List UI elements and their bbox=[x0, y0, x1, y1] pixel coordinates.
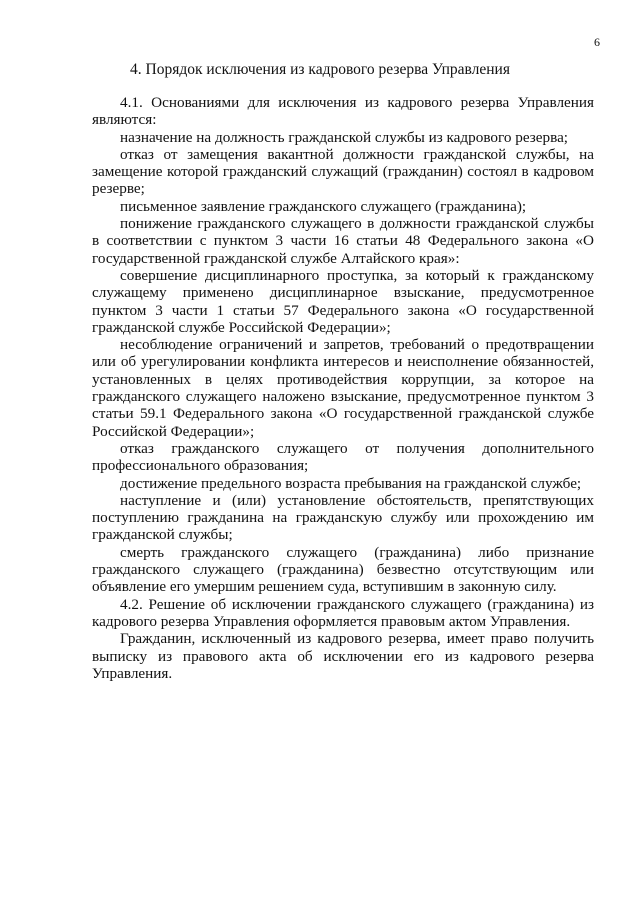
section-body bbox=[92, 94, 594, 682]
paragraph-4-1-intro: 4.1. Основаниями для исключения из кадрового резерва Управления являются: bbox=[92, 94, 594, 129]
paragraph-age-limit: достижение предельного возраста пребывания на гражданской службе; bbox=[120, 474, 582, 492]
paragraph-anti-corruption: несоблюдение ограничений и запретов, требований о предотвращении или об урегулировании конфликта интересов и неисполнение обязанностей, установленных в целях противодействия коррупции, за которое на гражданского служащего наложено взыскание, предусмотренное пунктом 3 статьи 59.1 Федерального закона «О государственной гражданской службе Российской Федерации»; bbox=[92, 336, 594, 440]
paragraph-appointment: назначение на должность гражданской службы из кадрового резерва; bbox=[120, 128, 569, 146]
paragraph-written-statement: письменное заявление гражданского служащего (гражданина); bbox=[120, 197, 527, 215]
paragraph-death: смерть гражданского служащего (гражданина) либо признание гражданского служащего (гражданина) безвестно отсутствующим или объявление его умершим решением суда, вступившим в законную силу. bbox=[92, 543, 594, 596]
paragraph-refusal: отказ от замещения вакантной должности гражданской службы, на замещение которой гражданский служащий (гражданин) состоял в кадровом резерве; bbox=[92, 145, 594, 198]
paragraph-education-refusal: отказ гражданского служащего от получения дополнительного профессионального образования; bbox=[92, 439, 594, 475]
page-number: 6 bbox=[594, 35, 600, 49]
paragraph-extract-right: Гражданин, исключенный из кадрового резерва, имеет право получить выписку из правового акта об исключении его из кадрового резерва Управления. bbox=[92, 630, 594, 682]
paragraph-4-2-decision: 4.2. Решение об исключении гражданского служащего (гражданина) из кадрового резерва Управления оформляется правовым актом Управления. bbox=[92, 595, 594, 630]
paragraph-demotion: понижение гражданского служащего в должности гражданской службы в соответствии с пунктом 3 части 16 статьи 48 Федерального закона «О государственной гражданской службе Алтайского края»: bbox=[92, 215, 594, 267]
section-heading: 4. Порядок исключения из кадрового резерва Управления bbox=[130, 61, 510, 78]
paragraph-circumstances: наступление и (или) установление обстоятельств, препятствующих поступлению гражданина на гражданскую службу или прохождению им гражданской службы; bbox=[92, 491, 594, 544]
paragraph-disciplinary-offense: совершение дисциплинарного проступка, за который к гражданскому служащему применено дисциплинарное взыскание, предусмотренное пунктом 3 части 1 статьи 57 Федерального закона «О государственной гражданской службе Российской Федерации»; bbox=[92, 266, 594, 336]
